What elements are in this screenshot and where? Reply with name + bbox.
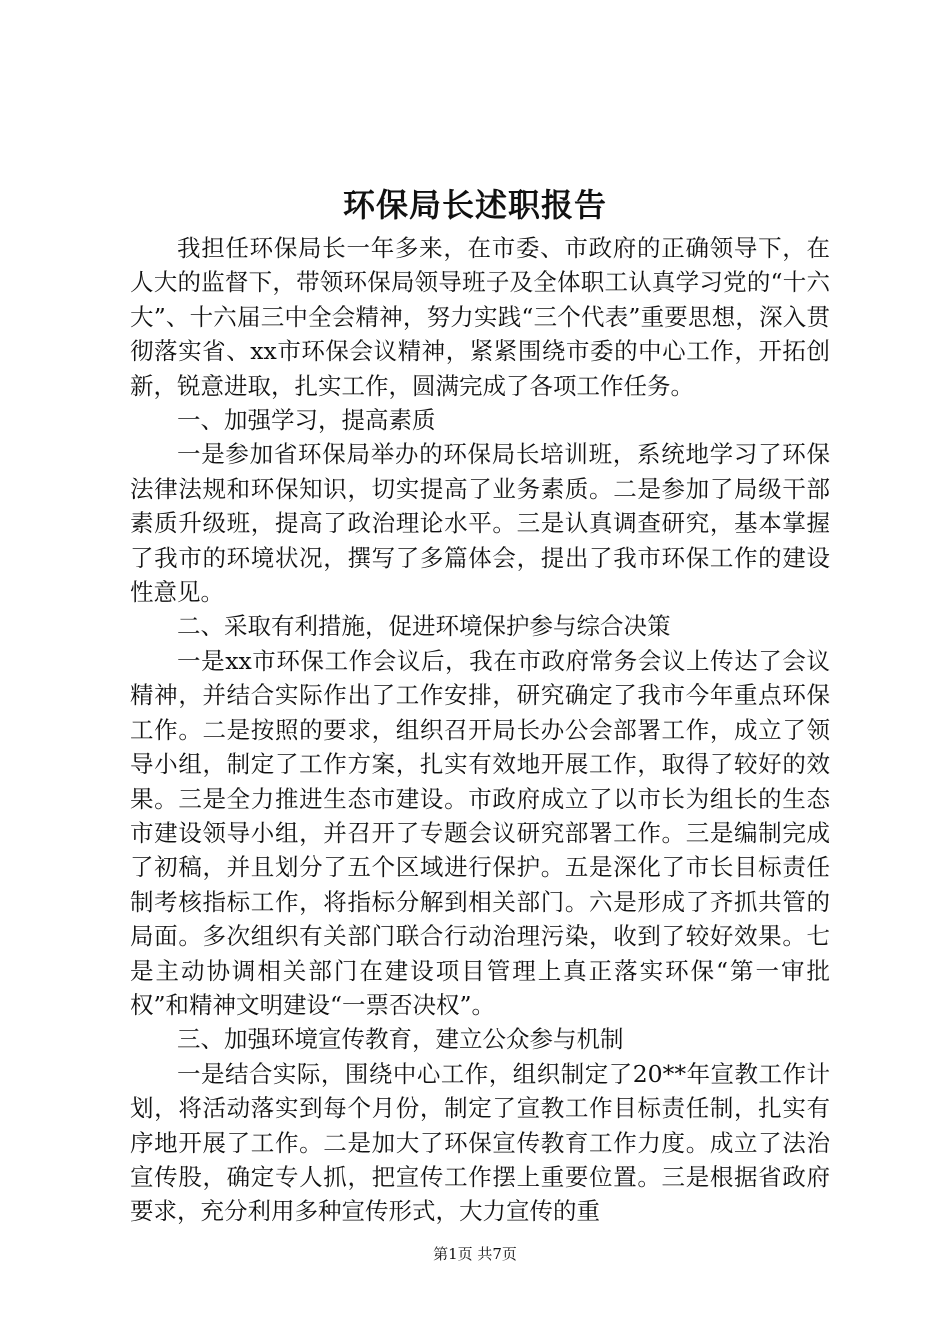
section-1-paragraph: 一是参加省环保局举办的环保局长培训班，系统地学习了环保法律法规和环保知识，切实提高了业务素质。二是参加了局级干部素质升级班，提高了政治理论水平。三是认真调查研究，基本掌握了我市的环境状况，撰写了多篇体会，提出了我市环保工作的建设性意见。	[130, 440, 830, 607]
section-3-paragraph: 一是结合实际，围绕中心工作，组织制定了20**年宣教工作计划，将活动落实到每个月份，制定了宣教工作目标责任制，扎实有序地开展了工作。二是加大了环保宣传教育工作力度。成立了法治宣传股，确定专人抓，把宣传工作摆上重要位置。三是根据省政府要求，充分利用多种宣传形式，大力宣传的重	[130, 1059, 830, 1226]
intro-paragraph: 我担任环保局长一年多来，在市委、市政府的正确领导下，在人大的监督下，带领环保局领导班子及全体职工认真学习党的“十六大”、十六届三中全会精神，努力实践“三个代表”重要思想，深入贯彻落实省、xx市环保会议精神，紧紧围绕市委的中心工作，开拓创新，锐意进取，扎实工作，圆满完成了各项工作任务。	[130, 234, 830, 400]
section-2-paragraph: 一是xx市环保工作会议后，我在市政府常务会议上传达了会议精神，并结合实际作出了工作安排，研究确定了我市今年重点环保工作。二是按照的要求，组织召开局长办公会部署工作，成立了领导小组，制定了工作方案，扎实有效地开展工作，取得了较好的效果。三是全力推进生态市建设。市政府成立了以市长为组长的生态市建设领导小组，并召开了专题会议研究部署工作。三是编制完成了初稿，并且划分了五个区域进行保护。五是深化了市长目标责任制考核指标工作，将指标分解到相关部门。六是形成了齐抓共管的局面。多次组织有关部门联合行动治理污染，收到了较好效果。七是主动协调相关部门在建设项目管理上真正落实环保“第一审批权”和精神文明建设“一票否决权”。	[130, 646, 830, 1019]
page-number: 第1页 共7页	[433, 1245, 517, 1263]
section-heading-3: 三、加强环境宣传教育，建立公众参与机制	[177, 1025, 624, 1054]
document-body	[130, 231, 830, 1229]
section-heading-2: 二、采取有利措施，促进环境保护参与综合决策	[177, 612, 671, 641]
section-heading-1: 一、加强学习，提高素质	[177, 406, 436, 435]
page-title: 环保局长述职报告	[342, 186, 607, 224]
